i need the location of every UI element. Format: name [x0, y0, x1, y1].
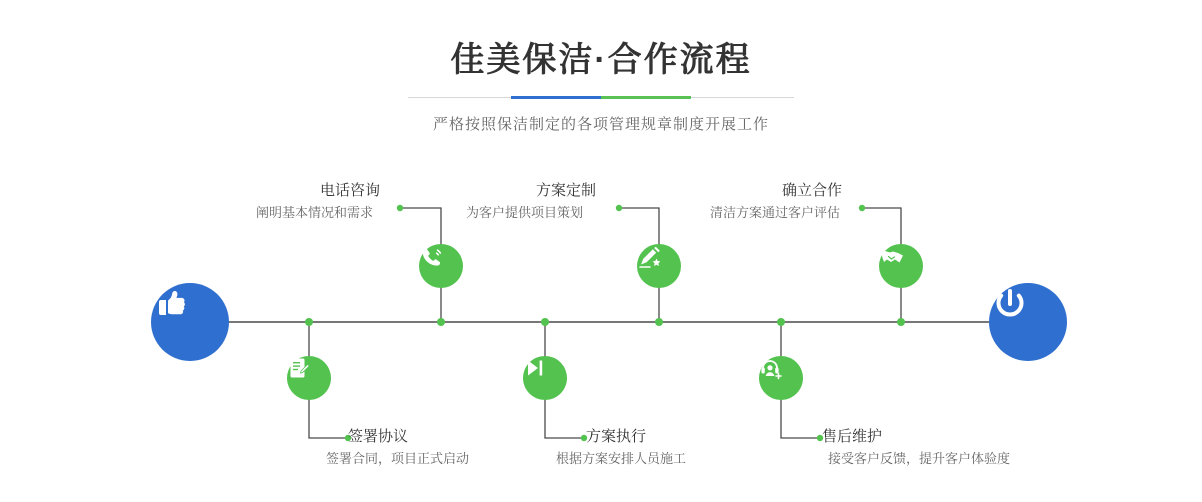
divider-accent-blue — [511, 96, 601, 99]
flow-start-node — [151, 283, 229, 361]
step-title-5: 确立合作 — [782, 182, 843, 199]
power-icon — [989, 283, 1031, 325]
step-title-3: 方案定制 — [536, 182, 597, 199]
plan-pen-icon — [637, 244, 663, 270]
axis-dot-step-4 — [541, 318, 549, 326]
step-label-6 — [822, 426, 1010, 470]
connector-dot-step-1 — [397, 205, 403, 211]
step-desc-5: 清洁方案通过客户评估 — [710, 205, 841, 220]
handshake-icon — [879, 244, 905, 270]
step-title-6: 售后维护 — [822, 428, 883, 445]
step-desc-3: 为客户提供项目策划 — [466, 205, 584, 220]
step-desc-6: 接受客户反馈，提升客户体验度 — [828, 451, 1011, 466]
step-desc-2: 签署合同，项目正式启动 — [326, 451, 470, 466]
step-node-5[interactable] — [879, 244, 923, 288]
step-node-3[interactable] — [637, 244, 681, 288]
axis-dot-step-3 — [655, 318, 663, 326]
step-node-2[interactable] — [287, 356, 331, 400]
step-node-1[interactable] — [419, 244, 463, 288]
phone-call-icon — [419, 244, 445, 270]
title-divider — [408, 96, 794, 99]
connector-dot-step-5 — [859, 205, 865, 211]
step-title-4: 方案执行 — [586, 428, 647, 445]
flow-end-node — [989, 283, 1067, 361]
step-node-6[interactable] — [759, 356, 803, 400]
axis-dot-step-5 — [897, 318, 905, 326]
step-title-2: 签署协议 — [348, 428, 409, 445]
step-label-4 — [556, 426, 687, 470]
step-desc-1: 阐明基本情况和需求 — [256, 205, 374, 220]
step-label-5 — [710, 180, 842, 224]
thumbs-up-icon — [151, 283, 191, 323]
customer-service-icon — [759, 356, 783, 380]
contract-edit-icon — [287, 356, 311, 380]
step-label-2 — [326, 426, 470, 470]
step-label-3 — [466, 180, 596, 224]
play-execute-icon — [523, 356, 547, 380]
step-title-1: 电话咨询 — [320, 182, 381, 199]
page-subtitle: 严格按照保洁制定的各项管理规章制度开展工作 — [432, 116, 769, 133]
page-header — [0, 0, 1202, 134]
axis-dot-step-2 — [305, 318, 313, 326]
step-node-4[interactable] — [523, 356, 567, 400]
step-desc-4: 根据方案安排人员施工 — [556, 451, 687, 466]
divider-accent-green — [601, 96, 691, 99]
process-flow-diagram — [0, 150, 1202, 502]
step-label-1 — [256, 180, 380, 224]
axis-dot-step-1 — [437, 318, 445, 326]
page-title: 佳美保洁·合作流程 — [450, 41, 752, 79]
axis-dot-step-6 — [777, 318, 785, 326]
connector-dot-step-3 — [616, 205, 622, 211]
